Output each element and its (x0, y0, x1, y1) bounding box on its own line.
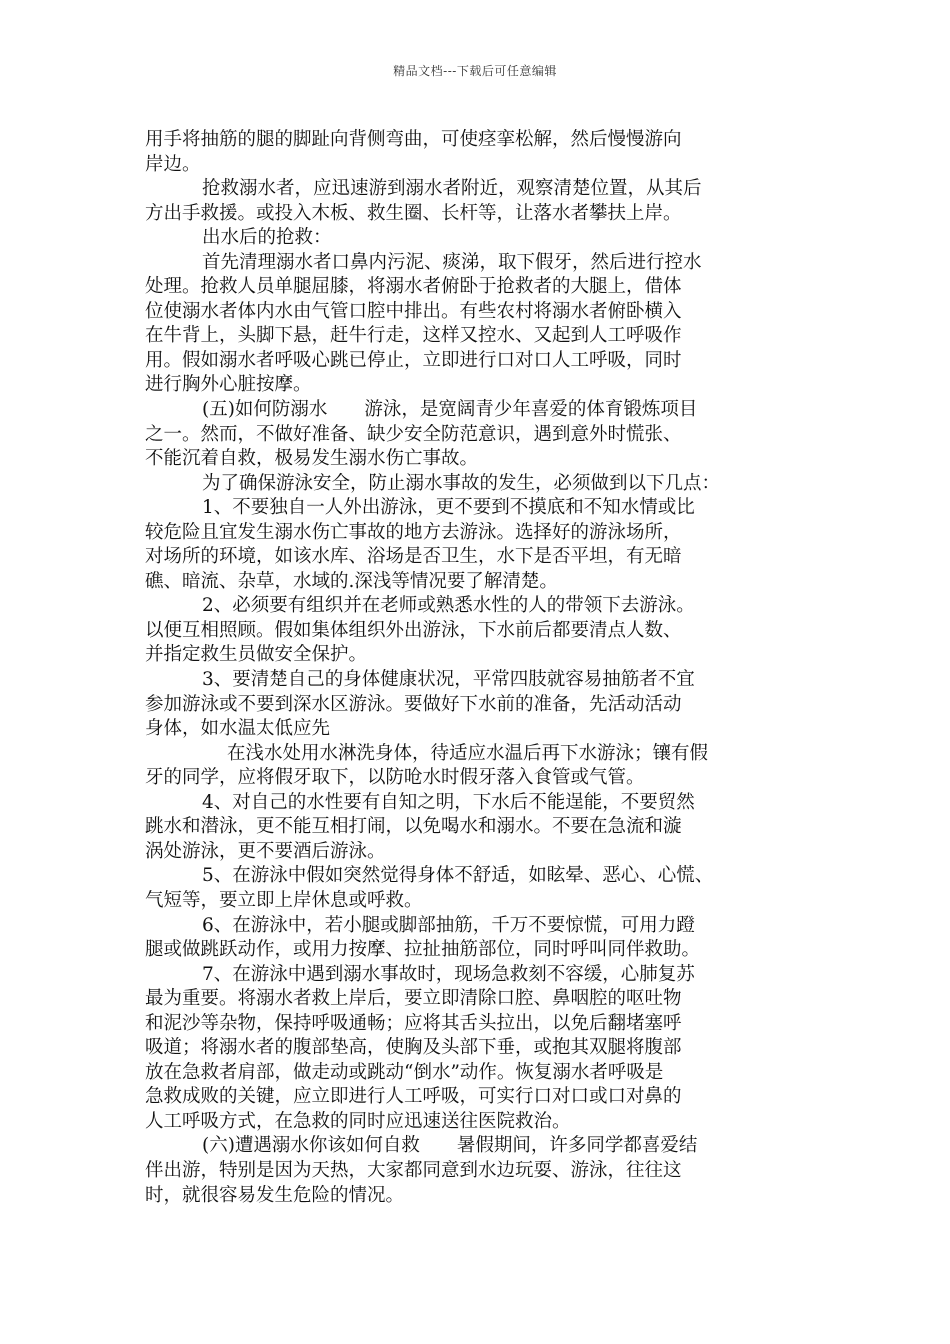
text-line: 用手将抽筋的腿的脚趾向背侧弯曲，可使痉挛松解，然后慢慢游向 (145, 129, 682, 150)
document-body (145, 128, 815, 1208)
text-line: 6、在游泳中，若小腿或脚部抽筋，千万不要惊慌，可用力蹬 (202, 914, 695, 936)
text-line: 处理。抢救人员单腿屈膝，将溺水者俯卧于抢救者的大腿上，借体 (145, 276, 682, 298)
text-line: 时，就很容易发生危险的情况。 (145, 1184, 405, 1206)
text-line: 和泥沙等杂物，保持呼吸通畅；应将其舌头拉出，以免后翻堵塞呼 (145, 1012, 682, 1034)
text-line: 方出手救援。或投入木板、救生圈、长杆等，让落水者攀扶上岸。 (145, 202, 682, 224)
text-line: 牙的同学，应将假牙取下，以防呛水时假牙落入食管或气管。 (145, 767, 645, 789)
text-line: 伴出游，特别是因为天热，大家都同意到水边玩耍、游泳，往往这 (145, 1159, 682, 1181)
text-line: 人工呼吸方式，在急救的同时应迅速送往医院救治。 (145, 1110, 571, 1132)
text-line: 不能沉着自救，极易发生溺水伤亡事故。 (145, 448, 479, 470)
text-line: 5、在游泳中假如突然觉得身体不舒适，如眩晕、恶心、心慌、 (202, 865, 714, 887)
text-line: 较危险且宜发生溺水伤亡事故的地方去游泳。选择好的游泳场所， (145, 521, 682, 543)
text-line: 身体，如水温太低应先 (145, 718, 331, 740)
text-line: 最为重要。将溺水者救上岸后，要立即清除口腔、鼻咽腔的呕吐物 (145, 988, 682, 1010)
text-line: 为了确保游泳安全，防止溺水事故的发生，必须做到以下几点： (202, 472, 721, 494)
text-line: 腿或做跳跃动作，或用力按摩、拉扯抽筋部位，同时呼叫同伴救助。 (145, 939, 701, 961)
text-line: 岸边。 (145, 153, 201, 175)
text-line: 用。假如溺水者呼吸心跳已停止，立即进行口对口人工呼吸，同时 (145, 349, 682, 371)
text-line: 3、要清楚自己的身体健康状况，平常四肢就容易抽筋者不宜 (202, 669, 695, 691)
text-line: (五)如何防溺水 游泳，是宽阔青少年喜爱的体育锻炼项目 (202, 399, 698, 421)
text-line: 气短等，要立即上岸休息或呼救。 (145, 889, 423, 911)
text-line: 以便互相照顾。假如集体组织外出游泳，下水前后都要清点人数、 (145, 619, 682, 641)
page-header: 精品文档---下载后可任意编辑 (393, 64, 557, 78)
text-line: 吸道；将溺水者的腹部垫高，使胸及头部下垂，或抱其双腿将腹部 (145, 1037, 682, 1059)
text-line: 跳水和潜泳，更不能互相打闹，以免喝水和溺水。不要在急流和漩 (145, 816, 682, 838)
text-line: 进行胸外心脏按摩。 (145, 374, 312, 396)
text-line: 在牛背上，头脚下悬，赶牛行走，这样又控水、又起到人工呼吸作 (145, 325, 682, 347)
text-line: (六)遭遇溺水你该如何自救 暑假期间，许多同学都喜爱结 (202, 1135, 698, 1157)
text-line: 参加游泳或不要到深水区游泳。要做好下水前的准备，先活动活动 (145, 693, 682, 715)
text-line: 之一。然而，不做好准备、缺少安全防范意识，遇到意外时慌张、 (145, 423, 682, 445)
text-line: 在浅水处用水淋洗身体，待适应水温后再下水游泳；镶有假 (227, 742, 709, 764)
text-line: 2、必须要有组织并在老师或熟悉水性的人的带领下去游泳。 (202, 595, 695, 617)
text-line: 4、对自己的水性要有自知之明，下水后不能逞能，不要贸然 (202, 791, 695, 813)
text-line: 放在急救者肩部，做走动或跳动“倒水”动作。恢复溺水者呼吸是 (145, 1061, 664, 1083)
text-line: 位使溺水者体内水由气管口腔中排出。有些农村将溺水者俯卧横入 (145, 300, 682, 322)
text-line: 1、不要独自一人外出游泳，更不要到不摸底和不知水情或比 (202, 497, 695, 519)
text-line: 对场所的环境，如该水库、浴场是否卫生，水下是否平坦，有无暗 (145, 546, 682, 568)
text-line: 涡处游泳，更不要酒后游泳。 (145, 840, 386, 862)
text-line: 出水后的抢救： (202, 227, 332, 249)
text-line: 抢救溺水者，应迅速游到溺水者附近，观察清楚位置，从其后 (202, 178, 702, 200)
text-line: 7、在游泳中遇到溺水事故时，现场急救刻不容缓，心肺复苏 (202, 963, 695, 985)
text-line: 并指定救生员做安全保护。 (145, 644, 368, 666)
text-line: 急救成败的关键，应立即进行人工呼吸，可实行口对口或口对鼻的 (145, 1086, 682, 1108)
text-line: 礁、暗流、杂草，水域的.深浅等情况要了解清楚。 (145, 570, 558, 592)
text-line: 首先清理溺水者口鼻内污泥、痰涕，取下假牙，然后进行控水 (202, 251, 702, 273)
